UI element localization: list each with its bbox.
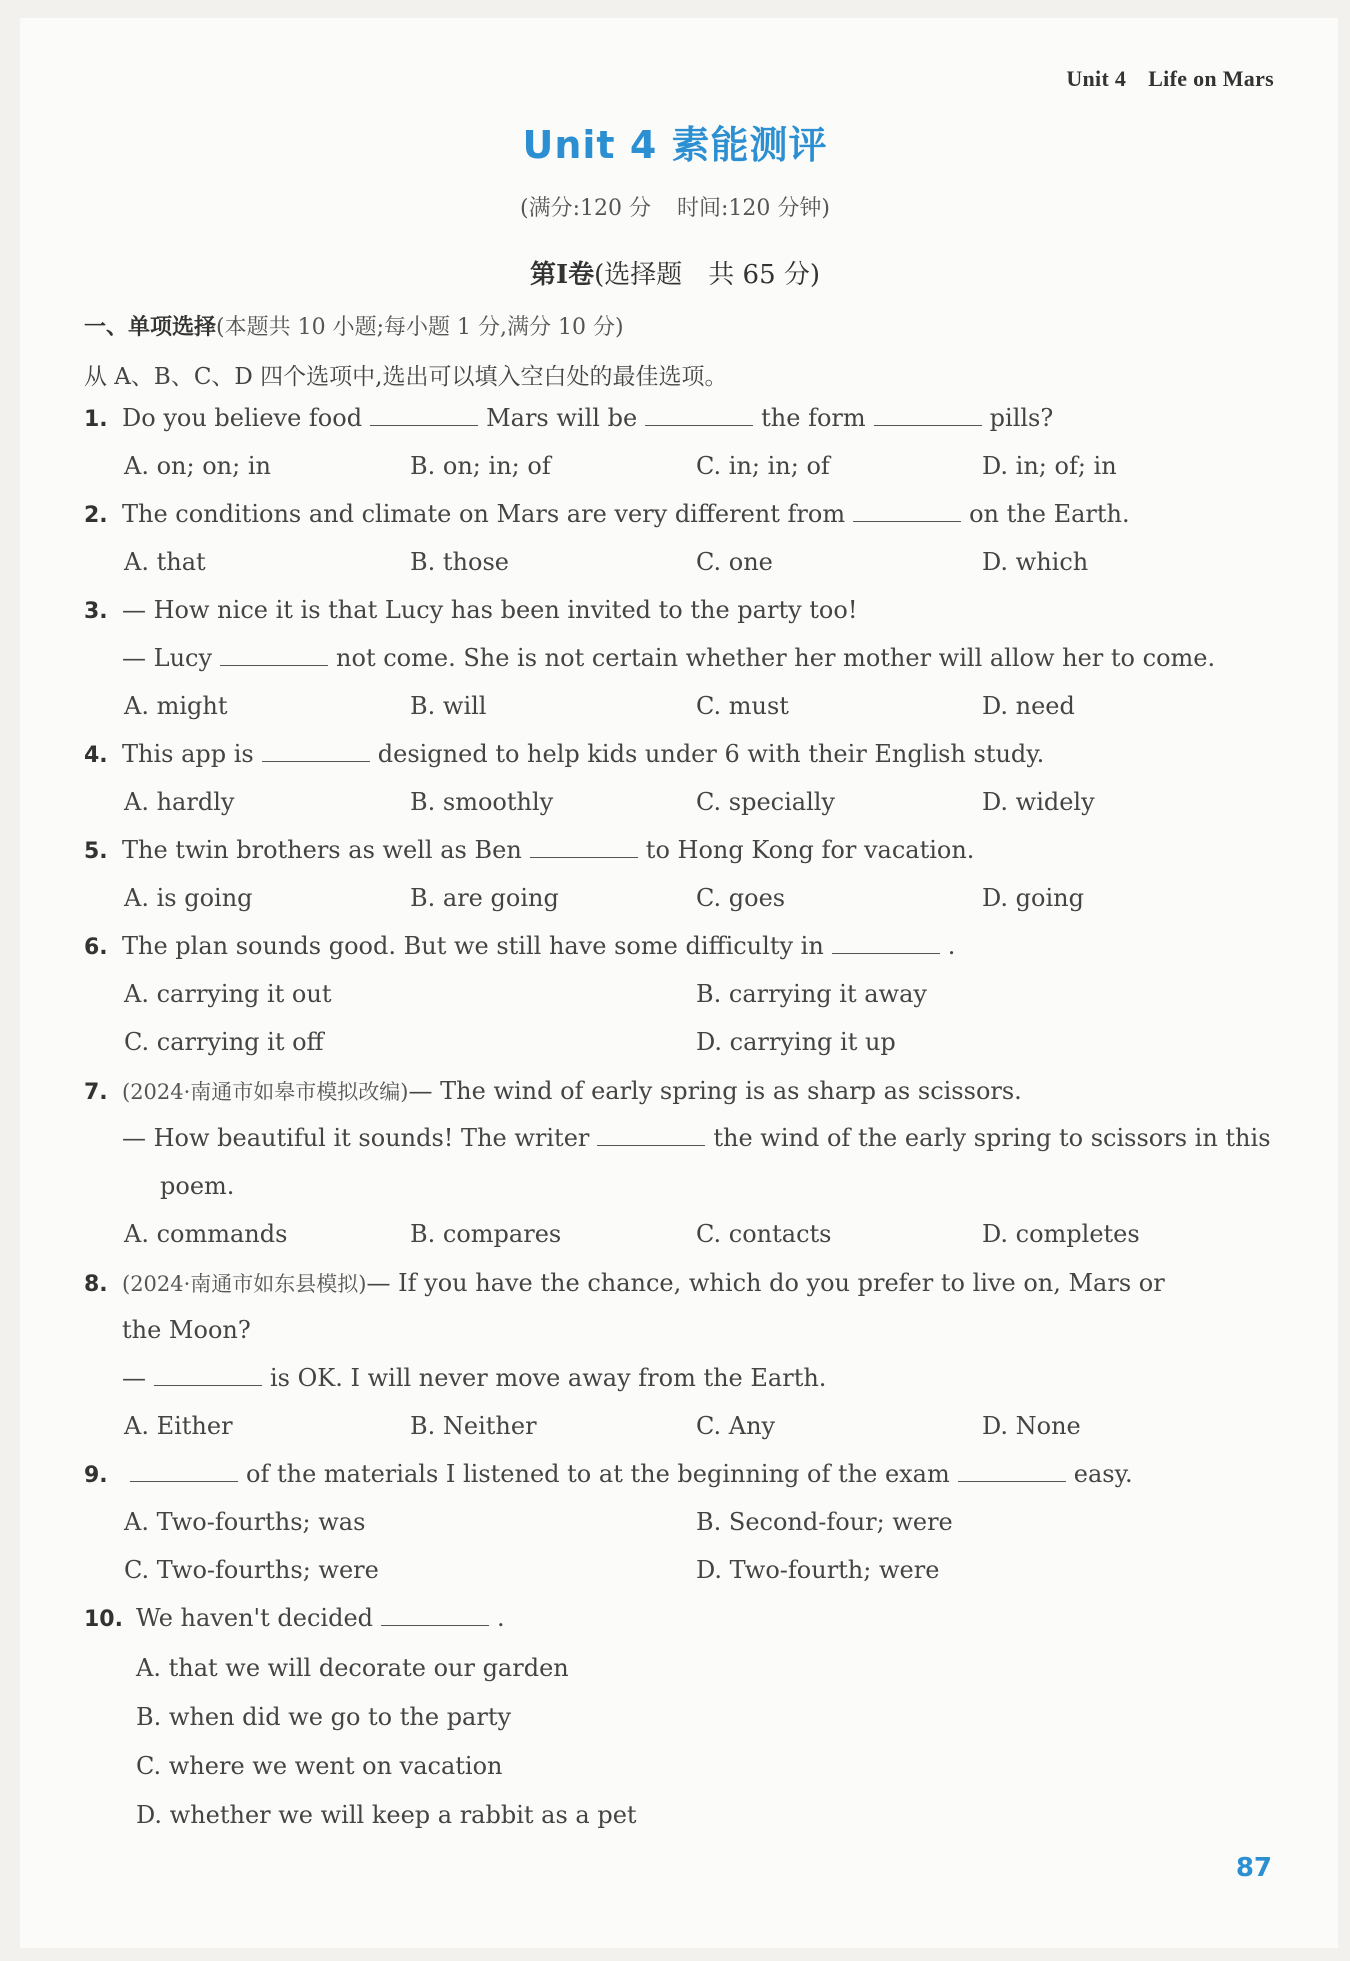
option-a: A. Either	[124, 1412, 233, 1440]
question-5: 5. The twin brothers as well as Ben to Hong Kong for vacation.	[84, 836, 975, 864]
question-10: 10. We haven't decided .	[84, 1604, 505, 1632]
option-a: A. hardly	[124, 788, 235, 816]
option-b: B. will	[410, 692, 487, 720]
answer-blank	[832, 933, 940, 954]
question-number: 3.	[84, 599, 108, 624]
section-title	[0, 254, 1350, 291]
answer-blank	[381, 1605, 489, 1626]
option-c: C. specially	[696, 788, 835, 816]
question-number: 4.	[84, 743, 108, 768]
question-9: 9. of the materials I listened to at the beginning of the exam easy.	[84, 1460, 1133, 1488]
question-6: 6. The plan sounds good. But we still have some difficulty in .	[84, 932, 956, 960]
option-c: C. goes	[696, 884, 786, 912]
option-b: B. when did we go to the party	[136, 1703, 512, 1731]
option-b: B. on; in; of	[410, 452, 551, 480]
answer-blank	[220, 645, 328, 666]
option-d: D. None	[982, 1412, 1081, 1440]
page-number: 87	[1235, 1853, 1272, 1883]
option-c: C. where we went on vacation	[136, 1752, 503, 1780]
answer-blank	[645, 405, 753, 426]
option-d: D. completes	[982, 1220, 1140, 1248]
answer-blank	[154, 1365, 262, 1386]
option-b: B. Second-four; were	[696, 1508, 953, 1536]
option-d: D. widely	[982, 788, 1095, 816]
answer-blank	[597, 1125, 705, 1146]
answer-blank	[853, 501, 961, 522]
option-c: C. contacts	[696, 1220, 832, 1248]
option-a: A. Two-fourths; was	[124, 1508, 366, 1536]
answer-blank	[130, 1461, 238, 1482]
option-a: A. is going	[124, 884, 253, 912]
option-c: C. Two-fourths; were	[124, 1556, 379, 1584]
full-score: (满分:120 分	[520, 196, 651, 221]
option-d: D. which	[982, 548, 1089, 576]
option-a: A. on; on; in	[124, 452, 271, 480]
answer-blank	[958, 1461, 1066, 1482]
question-4: 4. This app is designed to help kids under 6 with their English study.	[84, 740, 1045, 768]
question-number: 8.	[84, 1272, 108, 1297]
question-number: 2.	[84, 503, 108, 528]
question-number: 5.	[84, 839, 108, 864]
question-number: 9.	[84, 1463, 108, 1488]
option-c: C. carrying it off	[124, 1028, 324, 1056]
option-d: D. in; of; in	[982, 452, 1117, 480]
option-a: A. that	[124, 548, 206, 576]
section-label: 第Ⅰ卷	[529, 260, 595, 290]
question-number: 6.	[84, 935, 108, 960]
option-b: B. Neither	[410, 1412, 537, 1440]
option-d: D. going	[982, 884, 1084, 912]
option-a: A. might	[124, 692, 228, 720]
running-header	[1066, 66, 1274, 92]
question-7-reply: — How beautiful it sounds! The writer the wind of the early spring to scissors in this	[122, 1124, 1271, 1152]
question-number: 10.	[84, 1607, 123, 1632]
question-8: 8. (2024·南通市如东县模拟)— If you have the chance, which do you prefer to live on, Mars or	[84, 1269, 1165, 1297]
part-title: 一、单项选择	[84, 315, 217, 340]
exam-info	[0, 191, 1350, 222]
question-1: 1. Do you believe food Mars will be the form pills?	[84, 404, 1054, 432]
question-8-reply: — is OK. I will never move away from the Earth.	[122, 1364, 827, 1392]
part-heading	[84, 310, 624, 341]
question-7-continued: poem.	[160, 1172, 235, 1200]
instruction: 从 A、B、C、D 四个选项中,选出可以填入空白处的最佳选项。	[84, 364, 728, 390]
header-topic: Life on Mars	[1148, 66, 1274, 91]
option-c: C. in; in; of	[696, 452, 830, 480]
option-c: C. one	[696, 548, 773, 576]
answer-blank	[262, 741, 370, 762]
section-total: 共 65 分)	[708, 260, 821, 290]
option-b: B. are going	[410, 884, 559, 912]
option-d: D. Two-fourth; were	[696, 1556, 940, 1584]
option-b: B. those	[410, 548, 509, 576]
question-7: 7. (2024·南通市如皋市模拟改编)— The wind of early spring is as sharp as scissors.	[84, 1077, 1022, 1105]
question-2: 2. The conditions and climate on Mars are very different from on the Earth.	[84, 500, 1130, 528]
option-a: A. that we will decorate our garden	[136, 1654, 569, 1682]
question-number: 7.	[84, 1080, 108, 1105]
option-d: D. whether we will keep a rabbit as a pet	[136, 1801, 637, 1829]
question-3: 3. — How nice it is that Lucy has been invited to the party too!	[84, 596, 858, 624]
answer-blank	[874, 405, 982, 426]
option-b: B. carrying it away	[696, 980, 927, 1008]
question-number: 1.	[84, 407, 108, 432]
option-b: B. compares	[410, 1220, 562, 1248]
page-title: Unit 4 素能测评	[522, 123, 828, 167]
option-a: A. commands	[124, 1220, 288, 1248]
exam-time: 时间:120 分钟)	[677, 196, 830, 221]
option-c: C. Any	[696, 1412, 776, 1440]
section-detail: (选择题	[594, 260, 683, 290]
option-a: A. carrying it out	[124, 980, 332, 1008]
question-3-reply: — Lucy not come. She is not certain whether her mother will allow her to come.	[122, 644, 1216, 672]
header-unit: Unit 4	[1066, 66, 1127, 91]
question-source: (2024·南通市如东县模拟)	[122, 1272, 367, 1296]
option-c: C. must	[696, 692, 789, 720]
option-b: B. smoothly	[410, 788, 554, 816]
answer-blank	[370, 405, 478, 426]
option-d: D. carrying it up	[696, 1028, 896, 1056]
answer-blank	[530, 837, 638, 858]
question-8-continued: the Moon?	[122, 1316, 251, 1344]
part-note: (本题共 10 小题;每小题 1 分,满分 10 分)	[216, 315, 624, 340]
question-source: (2024·南通市如皋市模拟改编)	[122, 1080, 409, 1104]
option-d: D. need	[982, 692, 1075, 720]
